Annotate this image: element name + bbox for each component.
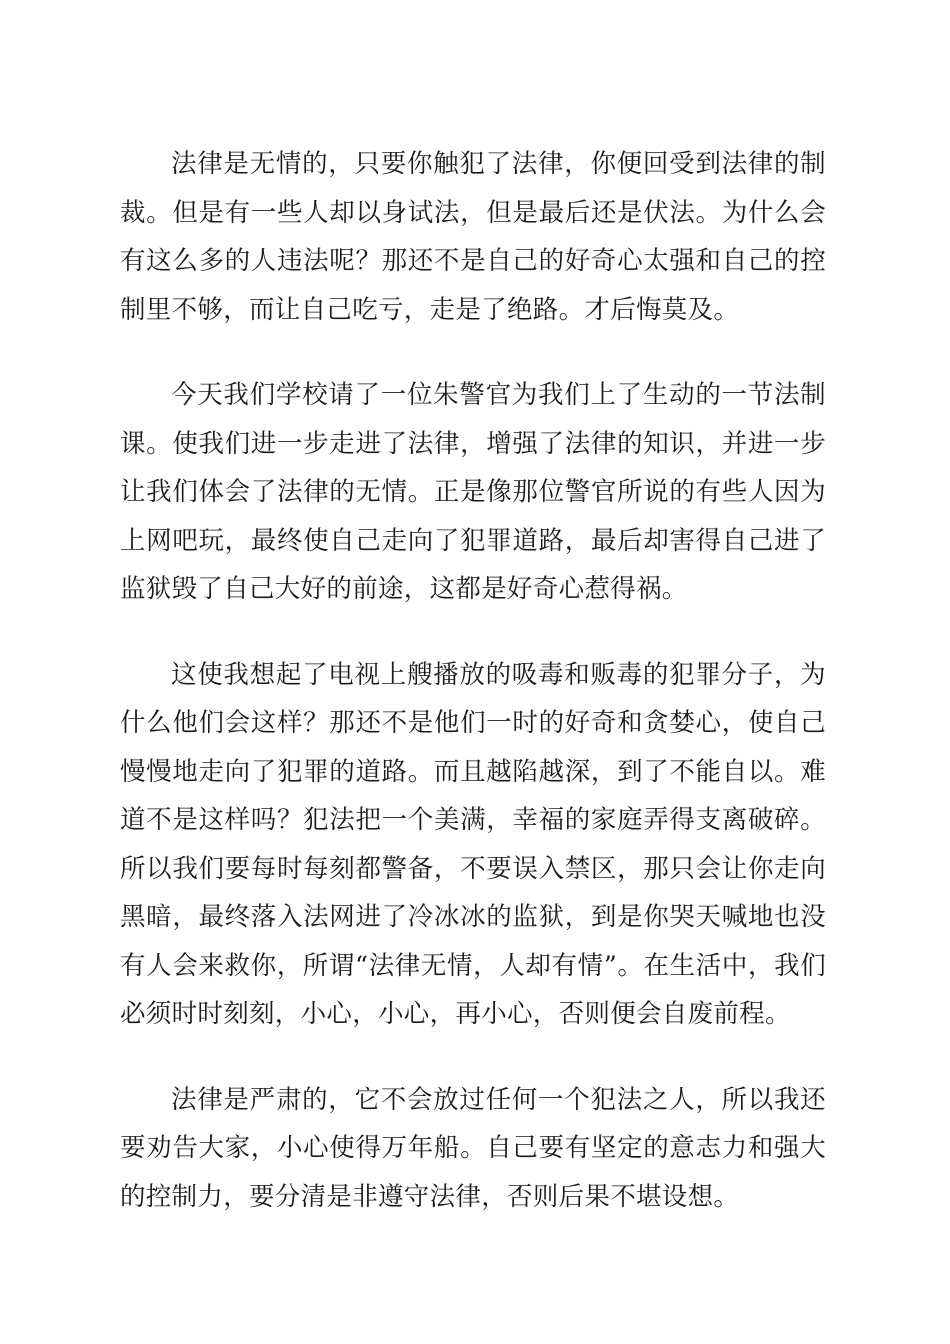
paragraph-2: 今天我们学校请了一位朱警官为我们上了生动的一节法制课。使我们进一步走进了法律，增强了法律的知识，并进一步让我们体会了法律的无情。正是像那位警官所说的有些人因为上网吧玩，最终使自己走向了犯罪道路，最后却害得自己进了监狱毁了自己大好的前途，这都是好奇心惹得祸。 (120, 380, 826, 604)
document-body (120, 140, 826, 1258)
paragraph-3: 这使我想起了电视上艘播放的吸毒和贩毒的犯罪分子，为什么他们会这样？那还不是他们一时的好奇和贪婪心，使自己慢慢地走向了犯罪的道路。而且越陷越深，到了不能自以。难道不是这样吗？犯法把一个美满，幸福的家庭弄得支离破碎。所以我们要每时每刻都警备，不要误入禁区，那只会让你走向黑暗，最终落入法网进了冷冰冰的监狱，到是你哭天喊地也没有人会来救你，所谓“法律无情，人却有情”。在生活中，我们必须时时刻刻，小心，小心，再小心，否则便会自废前程。 (120, 659, 826, 1029)
paragraph-4: 法律是严肃的，它不会放过任何一个犯法之人，所以我还要劝告大家，小心使得万年船。自己要有坚定的意志力和强大的控制力，要分清是非遵守法律，否则后果不堪设想。 (120, 1084, 826, 1212)
paragraph-1: 法律是无情的，只要你触犯了法律，你便回受到法律的制裁。但是有一些人却以身试法，但是最后还是伏法。为什么会有这么多的人违法呢？那还不是自己的好奇心太强和自己的控制里不够，而让自己吃亏，走是了绝路。才后悔莫及。 (120, 149, 826, 325)
